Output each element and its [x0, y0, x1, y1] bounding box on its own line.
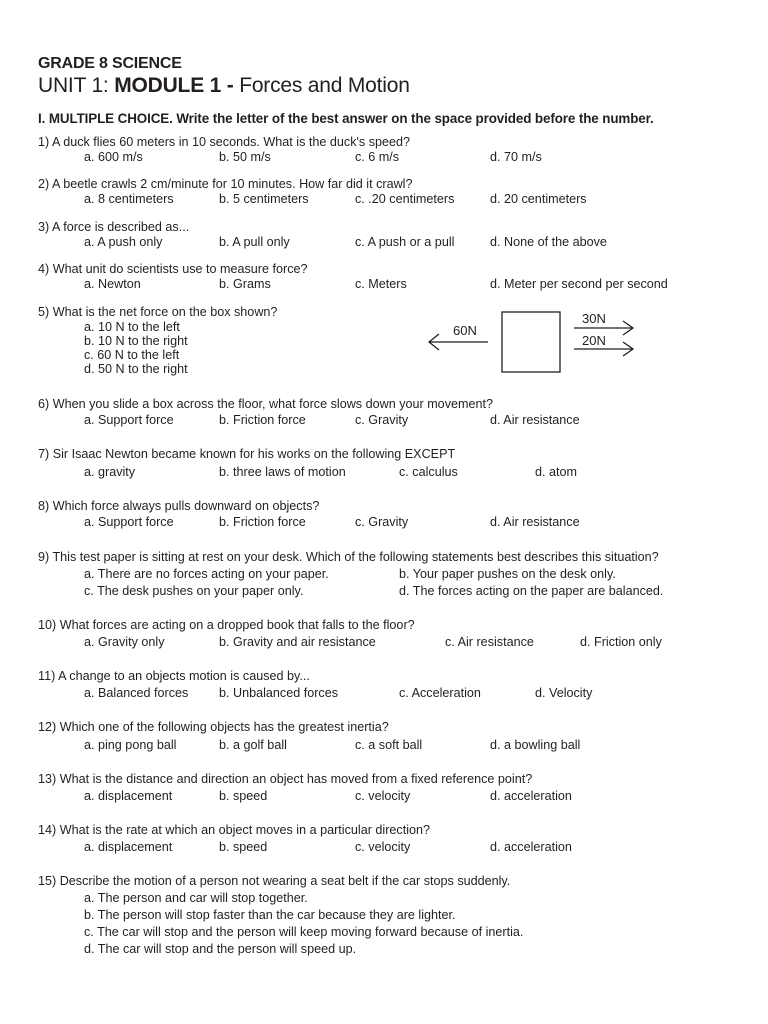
- q2-option-a: a. 8 centimeters: [84, 192, 174, 206]
- q13-option-a: a. displacement: [84, 789, 173, 803]
- question-11: 11) A change to an objects motion is caused by...: [38, 669, 310, 683]
- q11-option-a: a. Balanced forces: [84, 686, 189, 700]
- q8-option-a: a. Support force: [84, 515, 174, 529]
- q10-option-a: a. Gravity only: [84, 635, 165, 649]
- q1-option-a: a. 600 m/s: [84, 150, 143, 164]
- q8-option-c: c. Gravity: [355, 515, 409, 529]
- question-10: 10) What forces are acting on a dropped book that falls to the floor?: [38, 618, 415, 632]
- q7-option-b: b. three laws of motion: [219, 465, 346, 479]
- q13-option-d: d. acceleration: [490, 789, 572, 803]
- question-4: 4) What unit do scientists use to measure force?: [38, 262, 308, 276]
- question-14: 14) What is the rate at which an object moves in a particular direction?: [38, 823, 430, 837]
- q4-option-b: b. Grams: [219, 277, 271, 291]
- force-diagram: [420, 306, 650, 378]
- question-1: 1) A duck flies 60 meters in 10 seconds. What is the duck's speed?: [38, 135, 411, 149]
- q12-option-b: b. a golf ball: [219, 738, 287, 752]
- q1-option-d: d. 70 m/s: [490, 150, 542, 164]
- unit-prefix: UNIT 1:: [38, 74, 109, 97]
- q10-option-c: c. Air resistance: [445, 635, 534, 649]
- question-6: 6) When you slide a box across the floor, what force slows down your movement?: [38, 397, 493, 411]
- q2-option-d: d. 20 centimeters: [490, 192, 587, 206]
- q13-option-c: c. velocity: [355, 789, 411, 803]
- q13-option-b: b. speed: [219, 789, 268, 803]
- q3-option-a: a. A push only: [84, 235, 163, 249]
- q12-option-d: d. a bowling ball: [490, 738, 581, 752]
- q15-option-d: d. The car will stop and the person will speed up.: [84, 942, 357, 956]
- q2-option-b: b. 5 centimeters: [219, 192, 309, 206]
- question-15: 15) Describe the motion of a person not wearing a seat belt if the car stops suddenly.: [38, 874, 511, 888]
- instructions: I. MULTIPLE CHOICE. Write the letter of the best answer on the space provided before the number.: [38, 111, 654, 126]
- module-label: MODULE 1 -: [114, 74, 240, 97]
- q14-option-d: d. acceleration: [490, 840, 572, 854]
- q11-option-c: c. Acceleration: [399, 686, 481, 700]
- question-8: 8) Which force always pulls downward on objects?: [38, 499, 320, 513]
- question-2: 2) A beetle crawls 2 cm/minute for 10 minutes. How far did it crawl?: [38, 177, 413, 191]
- q1-option-c: c. 6 m/s: [355, 150, 400, 164]
- q12-option-a: a. ping pong ball: [84, 738, 177, 752]
- question-12: 12) Which one of the following objects has the greatest inertia?: [38, 720, 389, 734]
- q5-option-c: c. 60 N to the left: [84, 348, 180, 362]
- left-force-label: 60N: [453, 323, 477, 338]
- unit-title: [38, 74, 410, 98]
- q7-option-d: d. atom: [535, 465, 577, 479]
- q6-option-a: a. Support force: [84, 413, 174, 427]
- q4-option-a: a. Newton: [84, 277, 141, 291]
- q10-option-b: b. Gravity and air resistance: [219, 635, 376, 649]
- q6-option-b: b. Friction force: [219, 413, 306, 427]
- q14-option-b: b. speed: [219, 840, 268, 854]
- question-13: 13) What is the distance and direction an object has moved from a fixed reference point?: [38, 772, 533, 786]
- q9-option-d: d. The forces acting on the paper are balanced.: [399, 584, 664, 598]
- grade-heading: GRADE 8 SCIENCE: [38, 55, 182, 72]
- question-7: 7) Sir Isaac Newton became known for his works on the following EXCEPT: [38, 447, 456, 461]
- q8-option-d: d. Air resistance: [490, 515, 580, 529]
- q11-option-b: b. Unbalanced forces: [219, 686, 339, 700]
- question-9: 9) This test paper is sitting at rest on your desk. Which of the following statements best describes this situation?: [38, 550, 659, 564]
- q15-option-a: a. The person and car will stop together.: [84, 891, 308, 905]
- q15-option-c: c. The car will stop and the person will keep moving forward because of inertia.: [84, 925, 524, 939]
- q7-option-a: a. gravity: [84, 465, 136, 479]
- q6-option-d: d. Air resistance: [490, 413, 580, 427]
- question-5: 5) What is the net force on the box shown?: [38, 305, 278, 319]
- box: [502, 312, 560, 372]
- q10-option-d: d. Friction only: [580, 635, 662, 649]
- q9-option-b: b. Your paper pushes on the desk only.: [399, 567, 616, 581]
- q9-option-a: a. There are no forces acting on your paper.: [84, 567, 329, 581]
- module-title: Forces and Motion: [239, 74, 410, 97]
- q14-option-a: a. displacement: [84, 840, 173, 854]
- q8-option-b: b. Friction force: [219, 515, 306, 529]
- q3-option-d: d. None of the above: [490, 235, 607, 249]
- q7-option-c: c. calculus: [399, 465, 458, 479]
- right-force-bottom-label: 20N: [582, 333, 606, 348]
- q14-option-c: c. velocity: [355, 840, 411, 854]
- q5-option-b: b. 10 N to the right: [84, 334, 188, 348]
- q4-option-c: c. Meters: [355, 277, 407, 291]
- q1-option-b: b. 50 m/s: [219, 150, 271, 164]
- q5-option-d: d. 50 N to the right: [84, 362, 188, 376]
- q5-option-a: a. 10 N to the left: [84, 320, 180, 334]
- q3-option-c: c. A push or a pull: [355, 235, 455, 249]
- question-3: 3) A force is described as...: [38, 220, 190, 234]
- q11-option-d: d. Velocity: [535, 686, 593, 700]
- q4-option-d: d. Meter per second per second: [490, 277, 668, 291]
- q3-option-b: b. A pull only: [219, 235, 290, 249]
- q9-option-c: c. The desk pushes on your paper only.: [84, 584, 304, 598]
- q2-option-c: c. .20 centimeters: [355, 192, 455, 206]
- q15-option-b: b. The person will stop faster than the car because they are lighter.: [84, 908, 456, 922]
- q12-option-c: c. a soft ball: [355, 738, 423, 752]
- q6-option-c: c. Gravity: [355, 413, 409, 427]
- right-force-top-label: 30N: [582, 311, 606, 326]
